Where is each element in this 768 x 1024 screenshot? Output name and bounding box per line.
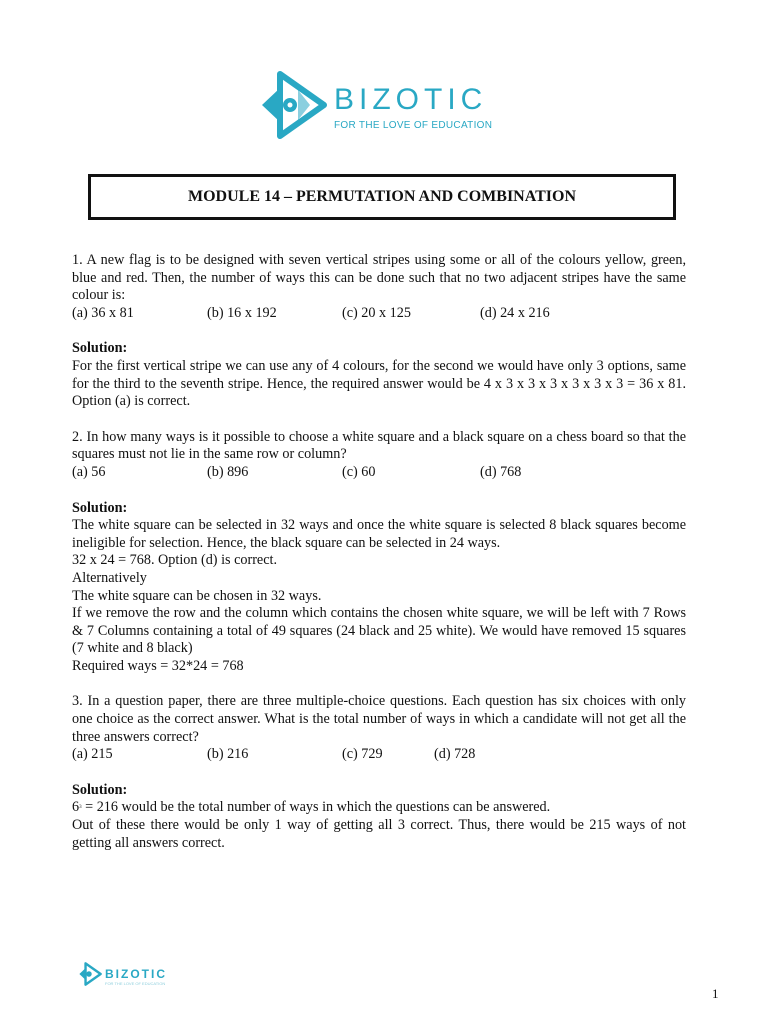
- exponent-base: 6: [72, 799, 80, 816]
- header-logo: [258, 70, 492, 145]
- question-2-options: [72, 464, 686, 482]
- option-c: (c) 729: [342, 746, 383, 763]
- question-3-options: [72, 746, 686, 764]
- option-d: (d) 728: [434, 746, 476, 763]
- footer-tagline: FOR THE LOVE OF EDUCATION: [105, 980, 166, 986]
- option-d: (d) 24 x 216: [480, 304, 550, 321]
- footer-brand: BIZOTIC: [105, 966, 167, 981]
- footer-logo: [78, 962, 167, 991]
- solution-2-line: 32 x 24 = 768. Option (d) is correct.: [72, 552, 278, 569]
- page-number: 1: [712, 986, 719, 1001]
- option-a: (a) 56: [72, 463, 106, 480]
- bizotic-logo-icon: [78, 962, 102, 991]
- option-b: (b) 896: [207, 463, 249, 480]
- option-a: (a) 36 x 81: [72, 304, 134, 321]
- solution-2-line: If we remove the row and the column which contains the chosen white square, we will be left with 7 Rows & 7 Columns containing a total of 49 squares (24 black and 25 white). We would have removed 15 squares (7 white and 8 black): [72, 605, 686, 657]
- option-b: (b) 16 x 192: [207, 304, 277, 321]
- brand-tagline: FOR THE LOVE OF EDUCATION: [334, 120, 493, 131]
- solution-3-line-text: = 216 would be the total number of ways in which the questions can be answered.: [85, 799, 551, 816]
- solution-3-heading: Solution:: [72, 781, 128, 798]
- question-1-text: 1. A new flag is to be designed with seven vertical stripes using some or all of the colours yellow, green, blue and red. Then, the number of ways this can be done such that no two adjacent stripes have the same colour is:: [72, 252, 686, 304]
- question-1-options: [72, 305, 686, 323]
- solution-1-heading: Solution:: [72, 340, 128, 357]
- question-3-text: 3. In a question paper, there are three multiple-choice questions. Each question has six choices with only one choice as the correct answer. What is the total number of ways in which a candidate will not get all the three answers correct?: [72, 693, 686, 745]
- option-d: (d) 768: [480, 463, 522, 480]
- module-title: MODULE 14 – PERMUTATION AND COMBINATION: [187, 188, 576, 205]
- solution-2-line: The white square can be chosen in 32 ways.: [72, 587, 322, 604]
- solution-2-line: Required ways = 32*24 = 768: [72, 657, 244, 674]
- module-title-box: [88, 174, 676, 220]
- solution-2-line: Alternatively: [72, 569, 147, 586]
- option-c: (c) 20 x 125: [342, 304, 411, 321]
- solution-1-line: For the first vertical stripe we can use any of 4 colours, for the second we would have only 3 options, same for the third to the seventh stripe. Hence, the required answer would be 4 x 3 x 3 x 3 x 3 x 3 x 3 = 36 x 81. Option (a) is correct.: [72, 357, 686, 410]
- brand-name: BIZOTIC: [334, 83, 488, 116]
- bizotic-logo-icon: [258, 70, 328, 145]
- option-a: (a) 215: [72, 746, 113, 763]
- option-b: (b) 216: [207, 746, 249, 763]
- solution-3-line: [72, 799, 686, 817]
- solution-2-heading: Solution:: [72, 499, 128, 516]
- exponent-power: 3: [79, 805, 82, 811]
- question-2-text: 2. In how many ways is it possible to choose a white square and a black square on a chess board so that the squares must not lie in the same row or column?: [72, 428, 686, 463]
- option-c: (c) 60: [342, 463, 376, 480]
- solution-2-line: The white square can be selected in 32 ways and once the white square is selected 8 black squares become ineligible for selection. Hence, the black square can be selected in 24 ways.: [72, 517, 686, 551]
- document-body: [72, 252, 686, 852]
- solution-3-line: Out of these there would be only 1 way of getting all 3 correct. Thus, there would be 215 ways of not getting all answers correct.: [72, 817, 686, 851]
